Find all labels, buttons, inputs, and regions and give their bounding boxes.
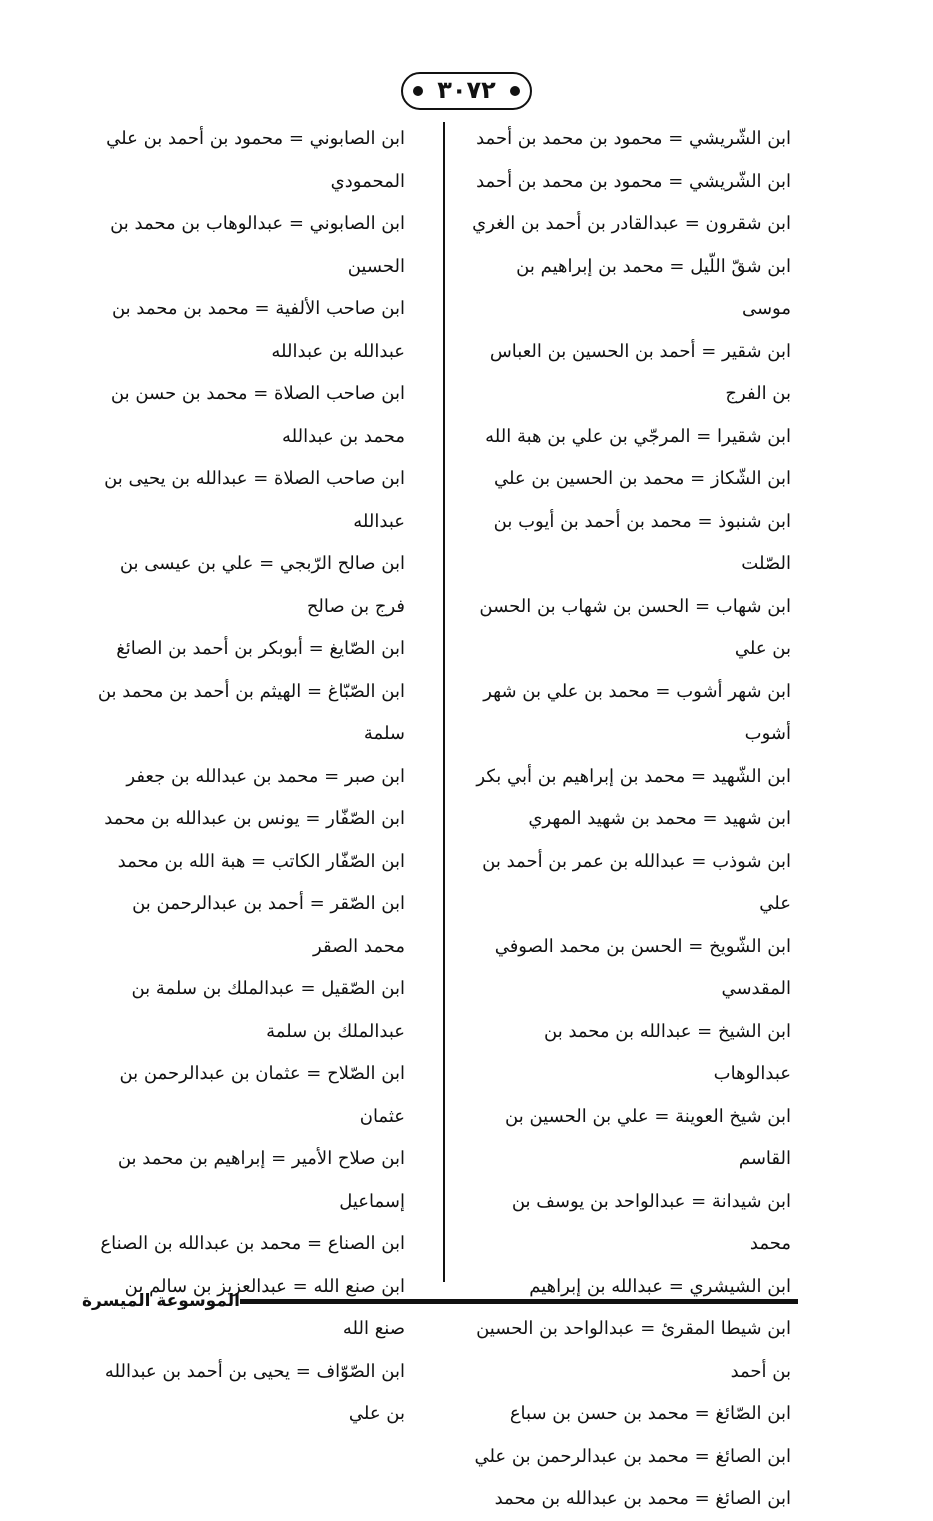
list-item: ابن الصّبّاغ = الهيثم بن أحمد بن محمد بن سلمة [97, 680, 405, 744]
list-item: ابن شهر أشوب = محمد بن علي بن شهر أشوب [483, 680, 791, 744]
list-item: ابن الشّريشي = محمود بن محمد بن أحمد [476, 170, 791, 192]
list-item: ابن صنع الله = عبدالعزيز بن سالم بن صنع الله [124, 1275, 405, 1339]
list-item: ابن صلاح الأمير = إبراهيم بن محمد بن إسماعيل [117, 1148, 405, 1212]
list-item: ابن صاحب الصلاة = عبدالله بن يحيى بن عبدالله [104, 468, 405, 532]
list-item: ابن الصائغ = محمد بن عبدالله بن محمد [494, 1488, 791, 1509]
list-item: ابن شيدانة = عبدالواحد بن يوسف بن محمد [511, 1190, 791, 1254]
list-item: ابن صالح الرّبجي = علي بن عيسى بن فرج بن صالح [119, 553, 405, 617]
list-item: ابن شقير = أحمد بن الحسين بن العباس بن الفرج [489, 340, 791, 404]
list-item: ابن الشيشري = عبدالله بن إبراهيم [529, 1275, 791, 1297]
list-item: ابن شيطا المقرئ = عبدالواحد بن الحسين بن أحمد [476, 1318, 791, 1382]
list-item: ابن صاحب الصلاة = محمد بن حسن بن محمد بن عبدالله [110, 383, 405, 447]
list-item: ابن الشيخ = عبدالله بن محمد بن عبدالوهاب [544, 1020, 791, 1084]
list-item: ابن شقّ اللّيل = محمد بن إبراهيم بن موسى [516, 255, 791, 319]
list-item: ابن شهاب = الحسن بن شهاب بن الحسن بن علي [479, 595, 791, 659]
list-item: ابن صاحب الألفية = محمد بن محمد بن عبدالله بن عبدالله [111, 298, 405, 362]
list-item: ابن الصّقر = أحمد بن عبدالرحمن بن محمد الصقر [132, 893, 405, 957]
list-item: ابن الشّويخ = الحسن بن محمد الصوفي المقدسي [494, 935, 791, 999]
list-item: ابن الصّقيل = عبدالملك بن سلمة بن عبدالملك بن سلمة [131, 978, 405, 1042]
page-number-container [0, 72, 933, 110]
list-item: ابن الشّهيد = محمد بن إبراهيم بن أبي بكر [476, 765, 791, 787]
footer-rule [240, 1299, 798, 1304]
list-item: ابن شقيرا = المرجّي بن علي بن هبة الله [485, 425, 791, 447]
column-divider [443, 122, 445, 1282]
list-item: ابن الصّفّار الكاتب = هبة الله بن محمد [117, 850, 405, 872]
list-item: ابن الصابوني = عبدالوهاب بن محمد بن الحسين [110, 213, 405, 277]
left-column [96, 118, 429, 1436]
list-item: ابن شنبوذ = محمد بن أحمد بن أيوب بن الصّلت [493, 510, 791, 574]
list-item: ابن صبر = محمد بن عبدالله بن جعفر [126, 765, 405, 787]
list-item: ابن الصّائغ = محمد بن حسن بن سباع [509, 1403, 791, 1424]
list-item: ابن الصابوني = محمود بن أحمد بن علي المحمودي [106, 128, 405, 192]
list-item: ابن الصائغ = محمد بن عبدالرحمن بن علي [474, 1445, 791, 1467]
footer-title: الموسوعة الميسرة [82, 1291, 240, 1311]
page-number: ٣٠٧٢ [401, 72, 532, 110]
page-footer [82, 1286, 802, 1316]
list-item: ابن شوذب = عبدالله بن عمر بن أحمد بن علي [482, 850, 791, 914]
list-item: ابن شقرون = عبدالقادر بن أحمد بن الغري [472, 213, 791, 234]
list-item: ابن الصناع = محمد بن عبدالله بن الصناع [100, 1233, 405, 1254]
list-item: ابن شهيد = محمد بن شهيد المهري [528, 808, 791, 829]
list-item: ابن شيخ العوينة = علي بن الحسين بن القاسم [505, 1105, 791, 1169]
list-item: ابن الصّلاح = عثمان بن عبدالرحمن بن عثمان [119, 1063, 405, 1127]
list-item: ابن الشّريشي = محمود بن محمد بن أحمد [476, 128, 791, 149]
list-item: ابن الصّفّار = يونس بن عبدالله بن محمد [104, 808, 405, 829]
list-item: ابن الصّوّاف = يحيى بن أحمد بن عبدالله بن علي [104, 1360, 405, 1424]
list-item: ابن الصّايغ = أبوبكر بن أحمد بن الصائغ [116, 638, 405, 659]
list-item: ابن الشّكاز = محمد بن الحسين بن علي [493, 468, 791, 489]
